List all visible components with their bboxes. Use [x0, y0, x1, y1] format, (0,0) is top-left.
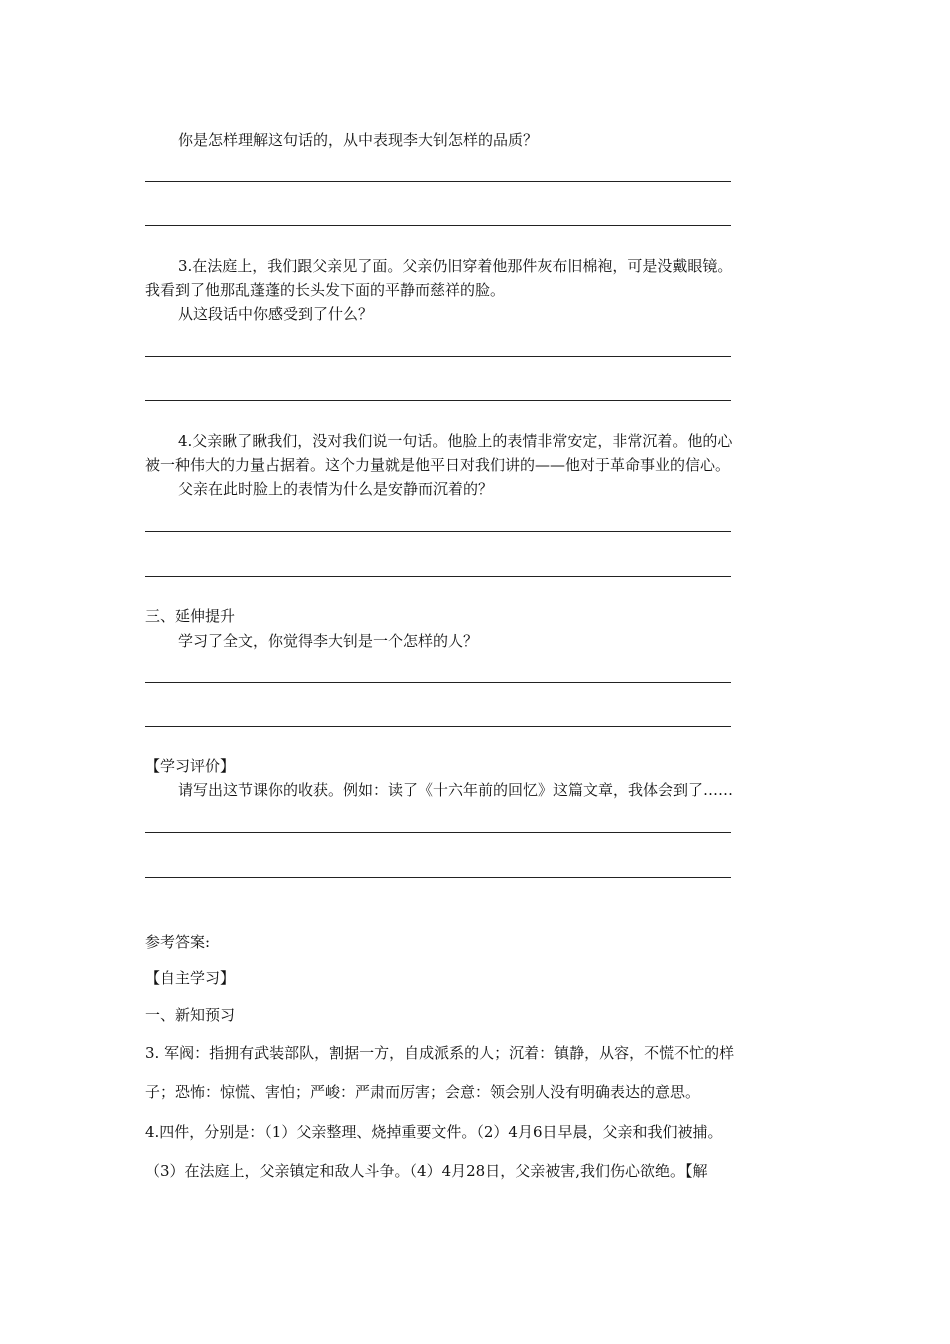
- answer-line[interactable]: [145, 832, 731, 833]
- answer-line[interactable]: [145, 531, 731, 532]
- answer-line[interactable]: [145, 576, 731, 577]
- evaluation-prompt: 请写出这节课你的收获。例如：读了《十六年前的回忆》这篇文章，我体会到了……: [178, 781, 734, 799]
- q4-prompt: 父亲在此时脸上的表情为什么是安静而沉着的？: [178, 480, 494, 498]
- answer-line[interactable]: [145, 356, 731, 357]
- q3-text-line1: 3.在法庭上，我们跟父亲见了面。父亲仍旧穿着他那件灰布旧棉袍，可是没戴眼镜。: [178, 257, 733, 275]
- answer-line[interactable]: [145, 682, 731, 683]
- q4-text-line1: 4.父亲瞅了瞅我们，没对我们说一句话。他脸上的表情非常安定，非常沉着。他的心: [178, 432, 733, 450]
- answer-line[interactable]: [145, 877, 731, 878]
- evaluation-heading: 【学习评价】: [145, 757, 236, 775]
- answers-title: 参考答案:: [145, 933, 211, 951]
- answer4-line1: 4.四件，分别是：（1）父亲整理、烧掉重要文件。（2）4月6日早晨，父亲和我们被捕。: [145, 1123, 723, 1141]
- answer3-line2: 子；恐怖：惊慌、害怕；严峻：严肃而厉害；会意：领会别人没有明确表达的意思。: [145, 1083, 701, 1101]
- answer-line[interactable]: [145, 726, 731, 727]
- answers-self-study-heading: 【自主学习】: [145, 969, 236, 987]
- q4-text-line2: 被一种伟大的力量占据着。这个力量就是他平日对我们讲的——他对于革命事业的信心。: [145, 456, 731, 474]
- q2-prompt: 你是怎样理解这句话的，从中表现李大钊怎样的品质？: [178, 131, 539, 149]
- answer3-line1: 3. 军阀：指拥有武装部队，割据一方，自成派系的人；沉着：镇静，从容，不慌不忙的样: [145, 1044, 735, 1062]
- section3-prompt: 学习了全文，你觉得李大钊是一个怎样的人？: [178, 632, 479, 650]
- answer-line[interactable]: [145, 225, 731, 226]
- answer-line[interactable]: [145, 181, 731, 182]
- answer-line[interactable]: [145, 400, 731, 401]
- q3-text-line2: 我看到了他那乱蓬蓬的长头发下面的平静而慈祥的脸。: [145, 281, 506, 299]
- answer4-line2: （3）在法庭上，父亲镇定和敌人斗争。（4）4月28日，父亲被害,我们伤心欲绝。【解: [145, 1162, 708, 1180]
- q3-prompt: 从这段话中你感受到了什么？: [178, 305, 374, 323]
- section-heading: 三、延伸提升: [145, 607, 236, 625]
- answers-part1-heading: 一、新知预习: [145, 1006, 236, 1024]
